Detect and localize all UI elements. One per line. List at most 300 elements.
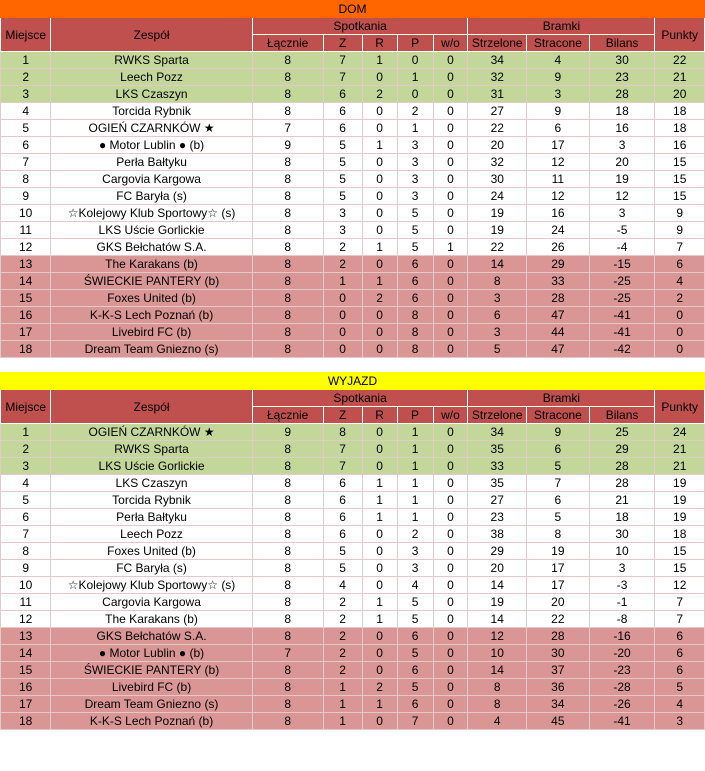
cell-draws: 0: [362, 560, 397, 577]
cell-balance: 28: [589, 475, 655, 492]
cell-wins: 6: [323, 86, 362, 103]
cell-place: 18: [1, 341, 51, 358]
cell-place: 15: [1, 290, 51, 307]
cell-losses: 5: [397, 222, 433, 239]
cell-conceded: 3: [527, 86, 590, 103]
cell-draws: 0: [362, 222, 397, 239]
cell-conceded: 6: [527, 441, 590, 458]
cell-points: 9: [655, 205, 705, 222]
cell-draws: 0: [362, 69, 397, 86]
cell-walkover: 0: [433, 628, 468, 645]
header-balance: Bilans: [589, 35, 655, 52]
cell-points: 19: [655, 492, 705, 509]
cell-total: 8: [252, 341, 323, 358]
cell-scored: 20: [468, 137, 527, 154]
cell-conceded: 24: [527, 222, 590, 239]
table-row: [1, 662, 705, 679]
cell-total: 8: [252, 713, 323, 730]
cell-scored: 24: [468, 188, 527, 205]
cell-total: 8: [252, 205, 323, 222]
cell-losses: 3: [397, 188, 433, 205]
cell-conceded: 8: [527, 526, 590, 543]
table-row: [1, 424, 705, 441]
cell-points: 15: [655, 543, 705, 560]
header-matches: Spotkania: [252, 18, 468, 35]
cell-losses: 8: [397, 324, 433, 341]
table-spacer: [0, 358, 705, 372]
cell-points: 20: [655, 86, 705, 103]
cell-balance: -4: [589, 239, 655, 256]
cell-points: 0: [655, 324, 705, 341]
cell-team: The Karakans (b): [51, 611, 252, 628]
cell-wins: 1: [323, 713, 362, 730]
cell-conceded: 17: [527, 577, 590, 594]
cell-draws: 0: [362, 154, 397, 171]
cell-scored: 19: [468, 594, 527, 611]
cell-draws: 0: [362, 628, 397, 645]
table-row: [1, 171, 705, 188]
header-walkover: w/o: [433, 407, 468, 424]
cell-place: 8: [1, 171, 51, 188]
cell-draws: 0: [362, 120, 397, 137]
cell-team: ● Motor Lublin ● (b): [51, 137, 252, 154]
cell-balance: 19: [589, 171, 655, 188]
cell-losses: 5: [397, 594, 433, 611]
cell-draws: 0: [362, 205, 397, 222]
header-points: Punkty: [655, 390, 705, 424]
cell-draws: 0: [362, 188, 397, 205]
cell-points: 7: [655, 239, 705, 256]
cell-draws: 0: [362, 577, 397, 594]
cell-points: 15: [655, 154, 705, 171]
cell-team: GKS Bełchatów S.A.: [51, 628, 252, 645]
cell-losses: 1: [397, 492, 433, 509]
cell-conceded: 19: [527, 543, 590, 560]
cell-place: 17: [1, 696, 51, 713]
cell-points: 7: [655, 594, 705, 611]
header-place: Miejsce: [1, 18, 51, 52]
table-row: [1, 86, 705, 103]
cell-place: 1: [1, 52, 51, 69]
cell-conceded: 47: [527, 307, 590, 324]
cell-balance: 28: [589, 86, 655, 103]
cell-points: 6: [655, 628, 705, 645]
cell-losses: 1: [397, 441, 433, 458]
cell-total: 8: [252, 679, 323, 696]
table-row: [1, 441, 705, 458]
cell-walkover: 0: [433, 611, 468, 628]
cell-balance: 3: [589, 137, 655, 154]
cell-wins: 7: [323, 69, 362, 86]
cell-team: FC Baryła (s): [51, 188, 252, 205]
cell-points: 2: [655, 290, 705, 307]
header-scored: Strzelone: [468, 407, 527, 424]
cell-walkover: 0: [433, 560, 468, 577]
cell-losses: 3: [397, 137, 433, 154]
cell-total: 8: [252, 188, 323, 205]
cell-wins: 8: [323, 424, 362, 441]
cell-total: 8: [252, 256, 323, 273]
cell-balance: 28: [589, 458, 655, 475]
cell-balance: 10: [589, 543, 655, 560]
cell-points: 24: [655, 424, 705, 441]
cell-place: 15: [1, 662, 51, 679]
cell-walkover: 0: [433, 120, 468, 137]
cell-losses: 1: [397, 69, 433, 86]
cell-walkover: 0: [433, 324, 468, 341]
cell-balance: 16: [589, 120, 655, 137]
cell-walkover: 0: [433, 103, 468, 120]
cell-total: 8: [252, 594, 323, 611]
cell-walkover: 0: [433, 713, 468, 730]
cell-walkover: 0: [433, 256, 468, 273]
cell-balance: 18: [589, 509, 655, 526]
header-wins: Z: [323, 407, 362, 424]
cell-place: 9: [1, 560, 51, 577]
cell-draws: 0: [362, 424, 397, 441]
cell-losses: 1: [397, 458, 433, 475]
cell-balance: -23: [589, 662, 655, 679]
cell-place: 11: [1, 222, 51, 239]
cell-balance: -28: [589, 679, 655, 696]
cell-wins: 2: [323, 256, 362, 273]
table-row: [1, 628, 705, 645]
cell-team: Torcida Rybnik: [51, 103, 252, 120]
cell-scored: 32: [468, 154, 527, 171]
cell-balance: -25: [589, 290, 655, 307]
cell-balance: 3: [589, 560, 655, 577]
cell-losses: 6: [397, 662, 433, 679]
cell-draws: 0: [362, 307, 397, 324]
cell-team: LKS Czaszyn: [51, 475, 252, 492]
cell-team: Dream Team Gniezno (s): [51, 696, 252, 713]
header-team: Zespół: [51, 18, 252, 52]
cell-scored: 14: [468, 662, 527, 679]
cell-points: 6: [655, 256, 705, 273]
cell-losses: 6: [397, 256, 433, 273]
header-balance: Bilans: [589, 407, 655, 424]
cell-draws: 1: [362, 611, 397, 628]
cell-place: 2: [1, 441, 51, 458]
cell-team: Foxes United (b): [51, 543, 252, 560]
cell-points: 16: [655, 137, 705, 154]
table-row: [1, 679, 705, 696]
cell-team: Torcida Rybnik: [51, 492, 252, 509]
cell-balance: 18: [589, 103, 655, 120]
table-title: WYJAZD: [1, 373, 705, 390]
cell-scored: 14: [468, 577, 527, 594]
cell-total: 8: [252, 324, 323, 341]
cell-team: Perła Bałtyku: [51, 154, 252, 171]
cell-walkover: 0: [433, 137, 468, 154]
cell-draws: 0: [362, 171, 397, 188]
cell-draws: 1: [362, 52, 397, 69]
cell-losses: 3: [397, 154, 433, 171]
cell-points: 21: [655, 69, 705, 86]
cell-walkover: 0: [433, 86, 468, 103]
cell-walkover: 0: [433, 696, 468, 713]
cell-total: 7: [252, 120, 323, 137]
cell-draws: 2: [362, 679, 397, 696]
table-row: [1, 645, 705, 662]
cell-team: RWKS Sparta: [51, 441, 252, 458]
cell-draws: 0: [362, 645, 397, 662]
table-row: [1, 458, 705, 475]
cell-points: 22: [655, 52, 705, 69]
cell-scored: 31: [468, 86, 527, 103]
cell-total: 8: [252, 475, 323, 492]
cell-wins: 3: [323, 205, 362, 222]
cell-losses: 3: [397, 560, 433, 577]
table-row: [1, 560, 705, 577]
cell-place: 7: [1, 154, 51, 171]
cell-walkover: 0: [433, 69, 468, 86]
cell-balance: -25: [589, 273, 655, 290]
header-team: Zespół: [51, 390, 252, 424]
cell-balance: -16: [589, 628, 655, 645]
cell-scored: 14: [468, 611, 527, 628]
table-row: [1, 290, 705, 307]
table-row: [1, 188, 705, 205]
cell-conceded: 12: [527, 154, 590, 171]
cell-walkover: 0: [433, 52, 468, 69]
cell-points: 7: [655, 611, 705, 628]
cell-walkover: 0: [433, 222, 468, 239]
cell-place: 13: [1, 256, 51, 273]
cell-points: 12: [655, 577, 705, 594]
cell-draws: 0: [362, 441, 397, 458]
cell-losses: 5: [397, 205, 433, 222]
cell-losses: 3: [397, 543, 433, 560]
cell-wins: 0: [323, 324, 362, 341]
cell-wins: 7: [323, 52, 362, 69]
cell-wins: 5: [323, 154, 362, 171]
cell-total: 9: [252, 137, 323, 154]
cell-team: Cargovia Kargowa: [51, 594, 252, 611]
cell-balance: -3: [589, 577, 655, 594]
cell-conceded: 9: [527, 69, 590, 86]
cell-points: 4: [655, 273, 705, 290]
cell-place: 7: [1, 526, 51, 543]
cell-conceded: 6: [527, 120, 590, 137]
cell-walkover: 0: [433, 543, 468, 560]
cell-draws: 2: [362, 290, 397, 307]
table-row: [1, 137, 705, 154]
cell-balance: 29: [589, 441, 655, 458]
cell-team: RWKS Sparta: [51, 52, 252, 69]
cell-points: 6: [655, 645, 705, 662]
header-goals: Bramki: [468, 18, 655, 35]
cell-scored: 35: [468, 475, 527, 492]
cell-total: 8: [252, 543, 323, 560]
cell-total: 8: [252, 458, 323, 475]
cell-wins: 5: [323, 543, 362, 560]
cell-wins: 2: [323, 628, 362, 645]
cell-wins: 2: [323, 611, 362, 628]
cell-points: 15: [655, 560, 705, 577]
cell-walkover: 0: [433, 526, 468, 543]
cell-place: 10: [1, 577, 51, 594]
cell-total: 8: [252, 526, 323, 543]
cell-place: 8: [1, 543, 51, 560]
cell-place: 16: [1, 307, 51, 324]
table-row: [1, 611, 705, 628]
cell-wins: 6: [323, 526, 362, 543]
header-scored: Strzelone: [468, 35, 527, 52]
cell-total: 8: [252, 239, 323, 256]
cell-wins: 5: [323, 560, 362, 577]
cell-wins: 5: [323, 188, 362, 205]
cell-total: 8: [252, 222, 323, 239]
cell-walkover: 0: [433, 679, 468, 696]
table-row: [1, 154, 705, 171]
cell-place: 5: [1, 492, 51, 509]
header-goals: Bramki: [468, 390, 655, 407]
cell-conceded: 9: [527, 103, 590, 120]
cell-place: 6: [1, 509, 51, 526]
cell-walkover: 0: [433, 154, 468, 171]
header-matches: Spotkania: [252, 390, 468, 407]
cell-balance: -42: [589, 341, 655, 358]
cell-place: 2: [1, 69, 51, 86]
cell-balance: 30: [589, 52, 655, 69]
cell-balance: -1: [589, 594, 655, 611]
cell-scored: 8: [468, 696, 527, 713]
cell-wins: 6: [323, 120, 362, 137]
cell-scored: 35: [468, 441, 527, 458]
header-points: Punkty: [655, 18, 705, 52]
cell-points: 21: [655, 458, 705, 475]
header-draws: R: [362, 35, 397, 52]
header-total: Łącznie: [252, 407, 323, 424]
cell-scored: 8: [468, 273, 527, 290]
cell-scored: 34: [468, 424, 527, 441]
cell-losses: 2: [397, 103, 433, 120]
cell-team: FC Baryła (s): [51, 560, 252, 577]
cell-points: 18: [655, 120, 705, 137]
cell-team: OGIEŃ CZARNKÓW ★: [51, 424, 252, 441]
cell-team: GKS Bełchatów S.A.: [51, 239, 252, 256]
table-row: [1, 256, 705, 273]
cell-scored: 19: [468, 205, 527, 222]
table-row: [1, 222, 705, 239]
cell-points: 9: [655, 222, 705, 239]
cell-conceded: 33: [527, 273, 590, 290]
cell-losses: 8: [397, 341, 433, 358]
cell-walkover: 0: [433, 645, 468, 662]
cell-draws: 1: [362, 594, 397, 611]
cell-scored: 23: [468, 509, 527, 526]
cell-place: 10: [1, 205, 51, 222]
cell-wins: 3: [323, 222, 362, 239]
cell-wins: 6: [323, 103, 362, 120]
cell-walkover: 0: [433, 307, 468, 324]
cell-losses: 2: [397, 526, 433, 543]
cell-points: 4: [655, 696, 705, 713]
table-row: [1, 509, 705, 526]
cell-total: 8: [252, 441, 323, 458]
cell-place: 11: [1, 594, 51, 611]
cell-team: Perła Bałtyku: [51, 509, 252, 526]
cell-team: K-K-S Lech Poznań (b): [51, 713, 252, 730]
cell-losses: 1: [397, 120, 433, 137]
cell-total: 8: [252, 307, 323, 324]
cell-walkover: 0: [433, 458, 468, 475]
cell-total: 8: [252, 171, 323, 188]
cell-draws: 0: [362, 526, 397, 543]
cell-conceded: 45: [527, 713, 590, 730]
cell-total: 8: [252, 154, 323, 171]
cell-scored: 29: [468, 543, 527, 560]
cell-walkover: 0: [433, 171, 468, 188]
cell-conceded: 5: [527, 458, 590, 475]
cell-total: 8: [252, 86, 323, 103]
cell-total: 8: [252, 273, 323, 290]
cell-team: Cargovia Kargowa: [51, 171, 252, 188]
table-row: [1, 577, 705, 594]
cell-scored: 34: [468, 52, 527, 69]
cell-draws: 1: [362, 475, 397, 492]
table-row: [1, 543, 705, 560]
cell-total: 7: [252, 645, 323, 662]
cell-balance: 20: [589, 154, 655, 171]
cell-team: The Karakans (b): [51, 256, 252, 273]
cell-conceded: 6: [527, 492, 590, 509]
table-row: [1, 713, 705, 730]
cell-team: Foxes United (b): [51, 290, 252, 307]
table-row: [1, 324, 705, 341]
header-walkover: w/o: [433, 35, 468, 52]
cell-draws: 0: [362, 256, 397, 273]
cell-conceded: 28: [527, 290, 590, 307]
cell-draws: 0: [362, 713, 397, 730]
cell-draws: 1: [362, 696, 397, 713]
cell-draws: 0: [362, 341, 397, 358]
cell-losses: 5: [397, 679, 433, 696]
table-row: [1, 475, 705, 492]
cell-place: 16: [1, 679, 51, 696]
cell-team: ● Motor Lublin ● (b): [51, 645, 252, 662]
cell-draws: 1: [362, 509, 397, 526]
cell-wins: 6: [323, 475, 362, 492]
cell-conceded: 37: [527, 662, 590, 679]
cell-conceded: 22: [527, 611, 590, 628]
cell-conceded: 12: [527, 188, 590, 205]
cell-scored: 3: [468, 324, 527, 341]
cell-total: 8: [252, 696, 323, 713]
cell-conceded: 30: [527, 645, 590, 662]
cell-points: 18: [655, 103, 705, 120]
cell-total: 8: [252, 492, 323, 509]
cell-wins: 2: [323, 645, 362, 662]
cell-scored: 32: [468, 69, 527, 86]
cell-points: 3: [655, 713, 705, 730]
cell-walkover: 0: [433, 205, 468, 222]
cell-scored: 10: [468, 645, 527, 662]
cell-losses: 6: [397, 273, 433, 290]
cell-draws: 2: [362, 86, 397, 103]
cell-scored: 20: [468, 560, 527, 577]
cell-team: Livebird FC (b): [51, 324, 252, 341]
cell-scored: 14: [468, 256, 527, 273]
cell-total: 8: [252, 662, 323, 679]
cell-wins: 0: [323, 290, 362, 307]
cell-scored: 27: [468, 103, 527, 120]
cell-points: 0: [655, 341, 705, 358]
cell-losses: 6: [397, 696, 433, 713]
cell-conceded: 36: [527, 679, 590, 696]
cell-scored: 19: [468, 222, 527, 239]
